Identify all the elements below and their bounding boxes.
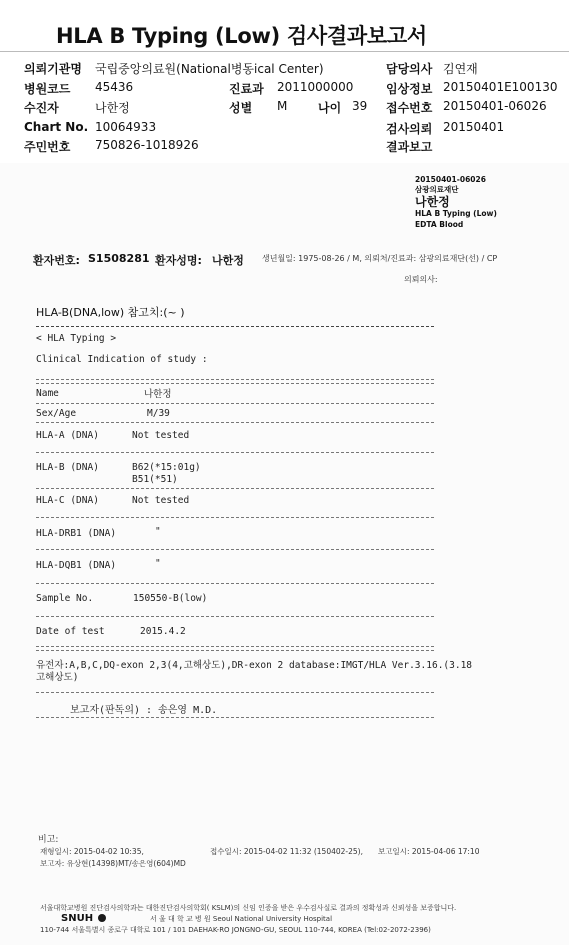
snuh-logo-mark-icon bbox=[98, 914, 106, 922]
patient-label: 수진자 bbox=[24, 101, 59, 115]
patient-birth-info: 생년월일: 1975-08-26 / M, 의뢰처/진료과: 삼광의료재단(선) / CP bbox=[262, 254, 498, 263]
row-sexage-value: M/39 bbox=[147, 408, 170, 419]
row-hla-drb1-value: " bbox=[155, 526, 161, 537]
scanned-report bbox=[0, 163, 569, 945]
chart-no-label: Chart No. bbox=[24, 120, 89, 134]
requesting-org-value: 국립중앙의료원(National병동ical Center) bbox=[95, 62, 324, 76]
sex-value: M bbox=[277, 99, 288, 113]
report-title: HLA B Typing (Low) 검사결과보고서 bbox=[56, 24, 427, 48]
divider bbox=[36, 326, 434, 327]
divider bbox=[36, 452, 434, 453]
doctor-label: 담당의사 bbox=[386, 62, 433, 76]
divider bbox=[36, 517, 434, 518]
row-name-value: 나한정 bbox=[144, 389, 172, 400]
row-sample-no-label: Sample No. bbox=[36, 593, 94, 604]
row-name-label: Name bbox=[36, 388, 59, 399]
snuh-logo: SNUH bbox=[61, 913, 94, 924]
hospital-code-label: 병원코드 bbox=[24, 82, 71, 96]
reporters-line: 보고자: 유상현(14398)MT/송은영(604)MD bbox=[40, 859, 186, 868]
chart-no-value: 10064933 bbox=[95, 120, 157, 134]
department-value: 2011000000 bbox=[277, 80, 354, 94]
divider bbox=[36, 549, 434, 550]
department-label: 진료과 bbox=[229, 82, 264, 96]
hospital-name: 서 울 대 학 교 병 원 Seoul National University Hospital bbox=[150, 915, 333, 923]
divider bbox=[36, 403, 434, 404]
divider bbox=[36, 383, 434, 384]
divider bbox=[36, 616, 434, 617]
patient-no-value: S1508281 bbox=[88, 252, 150, 265]
reexam-time: 재형일시: 2015-04-02 10:35, bbox=[40, 847, 144, 856]
hospital-code-value: 45436 bbox=[95, 80, 134, 94]
row-sample-no-value: 150550-B(low) bbox=[133, 593, 208, 604]
doctor-value: 김연재 bbox=[443, 62, 478, 76]
sticker-receipt-no: 20150401-06026 bbox=[415, 175, 486, 184]
divider bbox=[36, 488, 434, 489]
result-report-label: 결과보고 bbox=[386, 140, 433, 154]
receipt-time: 접수일시: 2015-04-02 11:32 (150402-25), bbox=[210, 847, 363, 856]
gene-info-line1: 유전자:A,B,C,DQ-exon 2,3(4,고해상도),DR-exon 2 database:IMGT/HLA Ver.3.16.(3.18 bbox=[36, 660, 473, 671]
row-hla-c-value: Not tested bbox=[132, 495, 190, 506]
hospital-address: 110-744 서울특별시 종로구 대학로 101 / 101 DAEHAK-RO JONGNO-GU, SEOUL 110-744, KOREA (Tel:02-2072-2396) bbox=[40, 926, 431, 934]
row-date-of-test-label: Date of test bbox=[36, 626, 105, 637]
report-time: 보고일시: 2015-04-06 17:10 bbox=[378, 847, 480, 856]
row-date-of-test-value: 2015.4.2 bbox=[140, 626, 186, 637]
row-hla-dqb1-value: " bbox=[155, 558, 161, 569]
request-date-value: 20150401 bbox=[443, 120, 505, 134]
patient-no-label: 환자번호: bbox=[33, 254, 80, 267]
patient-value: 나한정 bbox=[95, 101, 130, 115]
clinical-indication: Clinical Indication of study : bbox=[36, 354, 208, 365]
ssn-label: 주민번호 bbox=[24, 140, 71, 154]
divider bbox=[36, 646, 434, 647]
request-date-label: 검사의뢰 bbox=[386, 122, 433, 136]
row-hla-c-label: HLA-C (DNA) bbox=[36, 495, 99, 506]
row-hla-a-value: Not tested bbox=[132, 430, 190, 441]
row-hla-dqb1-label: HLA-DQB1 (DNA) bbox=[36, 560, 117, 571]
divider bbox=[36, 379, 434, 380]
row-hla-b-label: HLA-B (DNA) bbox=[36, 462, 99, 473]
clinical-info-value: 20150401E100130 bbox=[443, 80, 558, 94]
row-hla-b-value: B62(*15:01g) bbox=[132, 462, 201, 473]
divider bbox=[36, 692, 434, 693]
section-title: < HLA Typing > bbox=[36, 333, 117, 344]
row-hla-b-value2: B51(*51) bbox=[132, 474, 178, 485]
sticker-specimen: EDTA Blood bbox=[415, 220, 464, 229]
clinical-info-label: 임상정보 bbox=[386, 82, 433, 96]
title-divider bbox=[0, 51, 569, 52]
certification-note: 서울대학교병원 진단검사의학과는 대한진단검사의학회( KSLM)의 신임 인증을 받은 우수검사실로 결과의 정확성과 신뢰성을 보증합니다. bbox=[40, 904, 457, 912]
divider bbox=[36, 717, 434, 718]
receipt-no-label: 접수번호 bbox=[386, 101, 433, 115]
age-value: 39 bbox=[352, 99, 368, 113]
divider bbox=[36, 422, 434, 423]
remark-label: 비고: bbox=[38, 835, 59, 845]
divider bbox=[36, 583, 434, 584]
row-hla-drb1-label: HLA-DRB1 (DNA) bbox=[36, 528, 117, 539]
requesting-org-label: 의뢰기관명 bbox=[24, 62, 82, 76]
gene-info-line2: 고해상도) bbox=[36, 672, 79, 683]
sex-label: 성별 bbox=[229, 101, 253, 115]
referring-doctor: 의뢰의사: bbox=[404, 275, 438, 284]
sticker-test-name: HLA B Typing (Low) bbox=[415, 209, 497, 218]
sticker-lab-name: 삼광의료재단 bbox=[415, 185, 459, 194]
patient-name-value: 나한정 bbox=[212, 254, 244, 267]
reporter-line: 보고자(판독의) : 송은영 M.D. bbox=[70, 705, 218, 716]
ssn-value: 750826-1018926 bbox=[95, 138, 199, 152]
divider bbox=[36, 650, 434, 651]
receipt-no-value: 20150401-06026 bbox=[443, 99, 547, 113]
report-heading: HLA-B(DNA,low) 참고치:(~ ) bbox=[36, 306, 185, 319]
row-sexage-label: Sex/Age bbox=[36, 408, 77, 419]
sticker-patient-name: 나한정 bbox=[415, 195, 450, 209]
age-label: 나이 bbox=[318, 101, 342, 115]
row-hla-a-label: HLA-A (DNA) bbox=[36, 430, 99, 441]
patient-name-label: 환자성명: bbox=[155, 254, 202, 267]
